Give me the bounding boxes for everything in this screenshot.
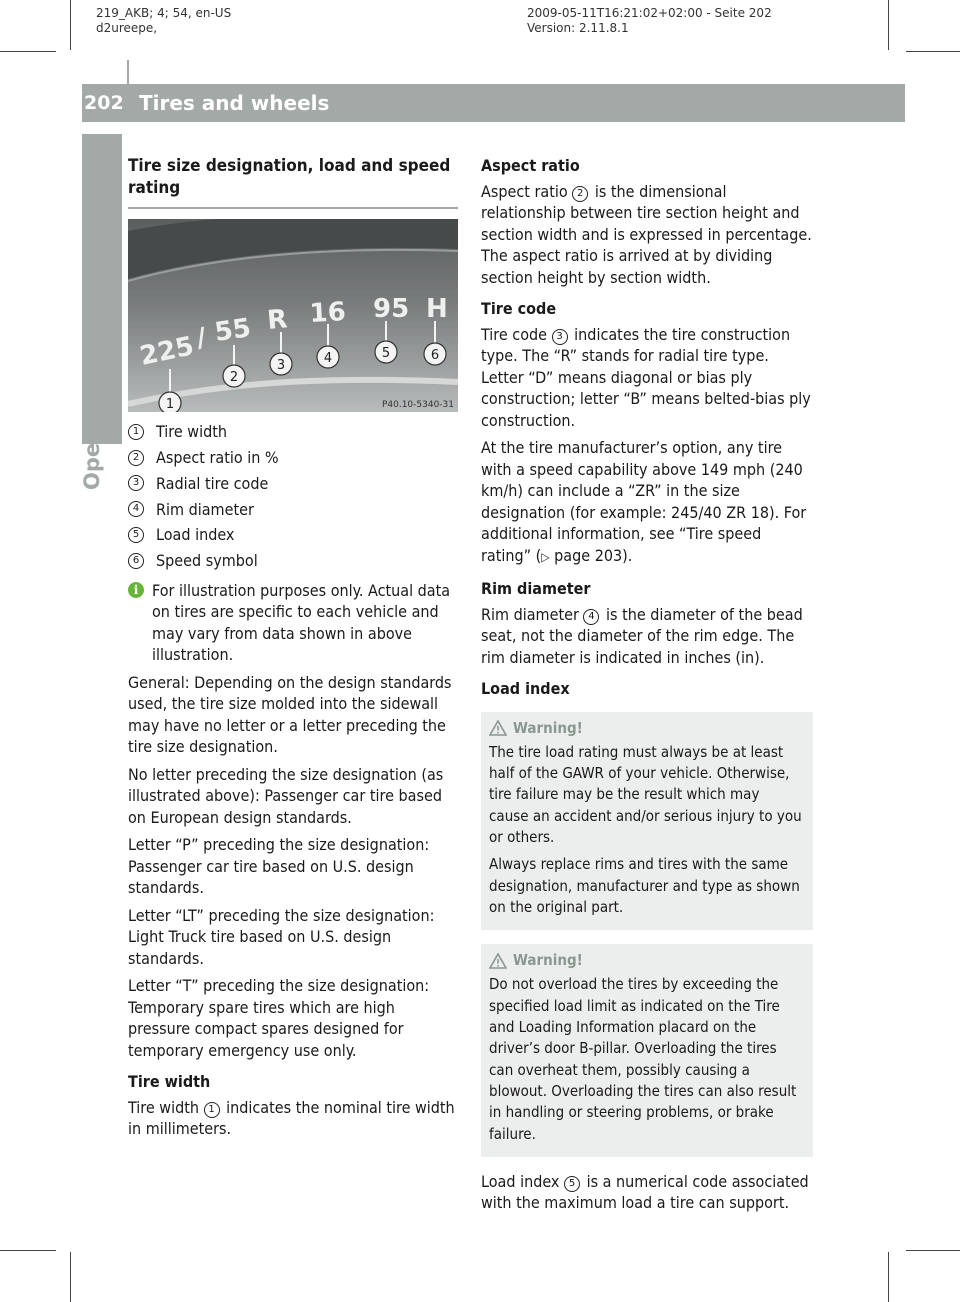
crop-mark [70,0,71,50]
callout-number: 4 [583,609,599,625]
svg-text:1: 1 [165,397,175,412]
page-reference-link[interactable]: page 203). [549,545,633,565]
paragraph: General: Depending on the design standards used, the tire size molded into the sidewall may have no letter or a letter preceding the tire size designation. [128,672,452,757]
legend-item [128,445,458,471]
legend-list [128,419,458,574]
paragraph: Tire code 3 indicates the tire construction type. The “R” stands for radial tire type. Letter “D” means diagonal or bias ply construction; letter “B” means belted-bias ply construction. [481,324,811,430]
print-meta-right [527,6,772,36]
crop-mark [888,0,889,50]
warning-header [489,718,803,739]
legend-item [128,471,458,497]
warning-text: The tire load rating must always be at least half of the GAWR of your vehicle. Otherwise, tire failure may be the result which may cause an accident and/or serious injury to you or others. [489,742,802,846]
subheading-load-index: Load index [481,679,570,698]
callout-5 [375,341,397,363]
warning-triangle-icon [489,720,507,736]
crop-mark [906,1250,960,1251]
paragraph: Letter “T” preceding the size designation: Temporary spare tires which are high pressure compact spares designed for temporary emergency use only. [128,976,430,1060]
crop-mark [70,1252,71,1302]
left-column [128,155,458,1146]
info-note [128,580,458,666]
legend-label: Load index [156,525,235,545]
image-code: P40.10-5340-31 [381,400,454,410]
crop-mark [0,51,56,52]
tire-sidewall-svg [128,219,458,412]
legend-label: Tire width [156,422,227,442]
legend-item [128,496,458,522]
legend-label: Rim diameter [156,499,254,519]
svg-text:3: 3 [276,358,286,373]
print-meta-left [96,6,231,36]
print-meta-line: 219_AKB; 4; 54, en-US [96,6,232,20]
heading-rule [128,207,458,209]
callout-2 [223,365,245,387]
legend-item [128,419,458,445]
section-side-label: Operation [80,371,104,490]
paragraph: Load index 5 is a numerical code associated with the maximum load a tire can support. [481,1171,809,1213]
info-note-text: For illustration purposes only. Actual data on tires are specific to each vehicle and may vary from data shown in above illustration. [152,580,451,665]
svg-text:5: 5 [381,346,391,361]
callout-number: 6 [128,553,144,569]
callout-number: 3 [128,475,144,491]
crop-mark [888,1252,889,1302]
callout-3 [270,353,292,375]
legend-label: Speed symbol [156,551,258,571]
callout-4 [317,346,339,368]
print-meta-line: Version: 2.11.8.1 [527,21,629,35]
warning-box [481,944,813,1157]
print-meta-line: d2ureepe, [96,21,158,35]
warning-title: Warning! [513,951,583,970]
warning-header [489,950,803,971]
page-ref-arrow-icon: ▷ [541,549,550,564]
svg-text:2: 2 [229,370,239,385]
svg-text:6: 6 [430,348,440,363]
crop-mark [0,1250,56,1251]
callout-number: 5 [128,527,144,543]
warning-text: Always replace rims and tires with the same designation, manufacturer and type as shown on the original part. [489,855,800,916]
sidewall-slash: / [194,322,209,354]
sidewall-width: 225 [137,331,197,372]
sidewall-speed: H [426,294,448,324]
callout-number: 4 [128,501,144,517]
print-meta-line: 2009-05-11T16:21:02+02:00 - Seite 202 [527,6,772,20]
subheading-tire-code: Tire code [481,299,557,318]
callout-6 [424,343,446,365]
chapter-title: Tires and wheels [139,91,330,115]
legend-item [128,522,458,548]
paragraph: Letter “P” preceding the size designation: Passenger car tire based on U.S. design standards. [128,835,430,898]
callout-number: 2 [572,186,588,202]
page-number: 202 [84,92,124,114]
warning-box [481,712,813,931]
paragraph: Aspect ratio 2 is the dimensional relationship between tire section height and section width and is expressed in percentage. The aspect ratio is arrived at by dividing section height by section width. [481,181,812,287]
warning-text: Do not overload the tires by exceeding the specified load limit as indicated on the Tire and Loading Information placard on the driver’s door B-pillar. Overloading the tires can overheat them, possibly causing a blowout. Overloading the tires can also result in handling or steering problems, or brake failure. [489,975,797,1143]
paragraph: Rim diameter 4 is the diameter of the bead seat, not the diameter of the rim edge. The rim diameter is indicated in inches (in). [481,604,803,667]
callout-number: 2 [128,450,144,466]
sidewall-load: 95 [373,294,410,324]
paragraph: Letter “LT” preceding the size designation: Light Truck tire based on U.S. design standards. [128,905,435,968]
paragraph: Tire width 1 indicates the nominal tire width in millimeters. [128,1097,455,1139]
callout-number: 1 [128,424,144,440]
subheading-aspect-ratio: Aspect ratio [481,156,580,175]
header-divider [127,60,129,122]
callout-number: 5 [564,1176,580,1192]
info-icon: i [128,582,144,598]
warning-title: Warning! [513,718,583,737]
section-heading: Tire size designation, load and speed rating [128,156,451,198]
paragraph: At the tire manufacturer’s option, any tire with a speed capability above 149 mph (240 km/h) can include a “ZR” in the size designation (for example: 245/40 ZR 18). For additional information, see “Tire speed rating” (▷ page 203). [481,438,807,565]
sidewall-rim: 16 [308,297,347,329]
callout-number: 3 [552,329,568,345]
subheading-tire-width: Tire width [128,1072,211,1092]
tire-sidewall-illustration [128,219,458,412]
sidewall-ratio: 55 [212,313,253,348]
svg-text:4: 4 [323,351,333,366]
callout-1 [159,392,181,412]
callout-number: 1 [204,1102,220,1118]
legend-label: Radial tire code [156,473,269,493]
right-column [481,155,813,1220]
sidewall-code: R [265,304,289,336]
paragraph: No letter preceding the size designation (as illustrated above): Passenger car tire based on European design standards. [128,764,444,827]
legend-label: Aspect ratio in % [156,447,279,467]
warning-triangle-icon [489,953,507,969]
legend-item [128,548,458,574]
crop-mark [906,51,960,52]
subheading-rim-diameter: Rim diameter [481,579,591,598]
